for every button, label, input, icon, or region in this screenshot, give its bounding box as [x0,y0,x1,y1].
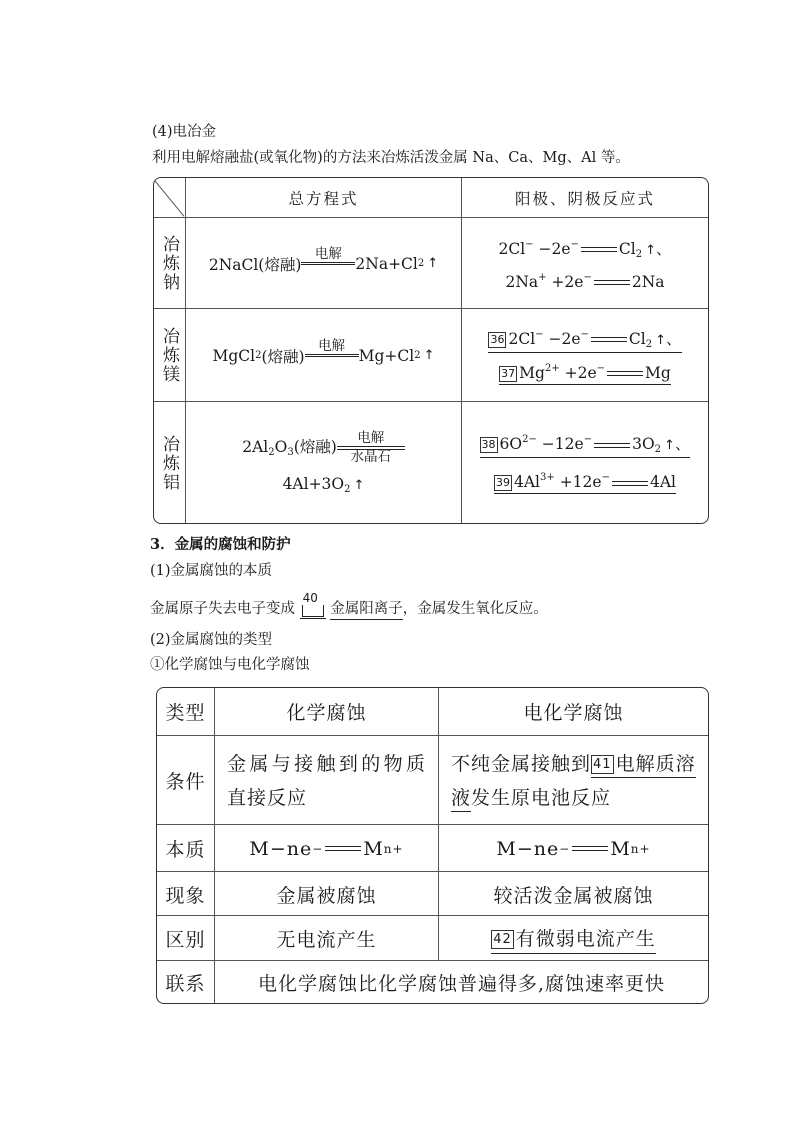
answer-number-badge: 39 [496,476,510,489]
overall-equation [186,218,462,309]
section-description: 利用电解熔融盐(或氧化物)的方法来冶炼活泼金属 Na、Ca、Mg、Al 等。 [152,150,630,166]
echem-difference: 42 有微弱电流产生 [439,916,708,961]
answer-number-badge: 40 [300,596,326,619]
table-row [154,217,708,309]
condition-text: 电解 [314,245,342,262]
answer-number-badge: 37 [501,366,516,380]
echem-phenomenon: 较活泼金属被腐蚀 [493,884,654,907]
chem-difference: 无电流产生 [215,916,439,961]
row-label: 冶炼铝 [154,402,186,524]
row-label: 联系 [157,961,215,1004]
cathode-reaction-answer: 39 $4Al^{3+} +12e^-$ 4Al [494,472,676,494]
anode-reaction: 2Cl− −2e− $Cl_2$ ↑、 [498,238,672,260]
gas-arrow-icon: ↑ [655,332,666,348]
row-label: 条件 [157,736,215,825]
header-cell: 类型 [157,688,215,735]
subsection-heading: ①化学腐蚀与电化学腐蚀 [150,657,310,673]
row-label: 冶炼钠 [154,218,186,309]
essence-sentence: 金属原子失去电子变成 40 金属阳离子，金属发生氧化反应。 [150,596,548,619]
chem-essence: M−ne − M n+ [215,825,439,872]
subsection-heading: (1)金属腐蚀的本质 [150,563,273,579]
gas-arrow-icon: ↑ [423,348,435,363]
row-label: 区别 [157,916,215,961]
table-row [157,915,708,961]
header-cell: 阳极、阴极反应式 [514,189,655,208]
answer-text: 金属阳离子 [330,601,403,620]
corrosion-table [156,687,709,1004]
gas-arrow-icon: ↑ [664,438,675,453]
answer-number-badge: 42 [493,932,512,947]
table-header-row [157,688,708,735]
row-label: 现象 [157,872,215,916]
answer-number-badge: 38 [481,438,496,451]
overall-equation: MgCl 2 (熔融) 电解 Mg+Cl 2 ↑ [186,309,462,402]
cathode-reaction-answer: 37 $Mg^{2+} +2e^-$ Mg [499,363,671,385]
header-cell: 电化学腐蚀 [523,702,624,724]
diagonal-corner-cell [154,178,186,217]
answer-number-badge: 36 [490,332,505,346]
row-label: 本质 [157,825,215,872]
overall-equation: $2Al_2O_3$(熔融) 电解 水晶石 $4Al+3O_2$ ↑ [186,402,462,524]
electrode-reactions [462,402,708,524]
chem-phenomenon: 金属被腐蚀 [215,872,439,916]
eq-right: 2Na+Cl [355,254,418,273]
section-heading: 3．金属的腐蚀和防护 [150,536,291,553]
table-row [157,871,708,916]
eq-left: 2NaCl(熔融) [208,255,302,274]
anode-reaction-answer: 38 $6O^{2-} -12e^-$ $3O_2$ ↑、 [480,432,691,458]
gas-arrow-icon: ↑ [645,242,656,258]
diagonal-line-icon [154,178,184,218]
relation-merged-cell: 电化学腐蚀比化学腐蚀普遍得多,腐蚀速率更快 [257,973,666,995]
table-row [154,401,708,524]
electrode-reactions [462,309,708,402]
table-row [157,735,708,825]
row-label: 冶炼镁 [154,309,186,402]
gas-arrow-icon: ↑ [353,477,365,493]
header-cell: 总方程式 [186,178,462,217]
condition [301,247,355,281]
electrode-reactions [462,218,708,309]
section-heading: (4)电冶金 [152,124,217,140]
condition: 电解 [305,339,359,373]
electrometallurgy-table [153,177,709,524]
echem-condition: 不纯金属接触到 41 电解质溶液发生原电池反应 [439,736,708,825]
echem-essence: M−ne − M n+ [496,837,651,860]
chem-condition: 金属与接触到的物质直接反应 [215,736,439,825]
answer-number-badge: 41 [593,757,612,772]
subscript: 2 [417,258,425,269]
gas-arrow-icon: ↑ [427,256,439,271]
table-header-row [154,178,708,217]
subsection-heading: (2)金属腐蚀的类型 [150,632,273,648]
table-row [157,824,708,872]
table-row [154,308,708,402]
table-row [157,960,708,1004]
header-cell: 化学腐蚀 [215,688,439,735]
cathode-reaction: 2Na+ +2e− 2Na [505,271,665,291]
condition: 电解 水晶石 [337,431,405,465]
anode-reaction-answer: 36 2Cl− −2e− $Cl_2$ ↑、 [488,327,681,353]
